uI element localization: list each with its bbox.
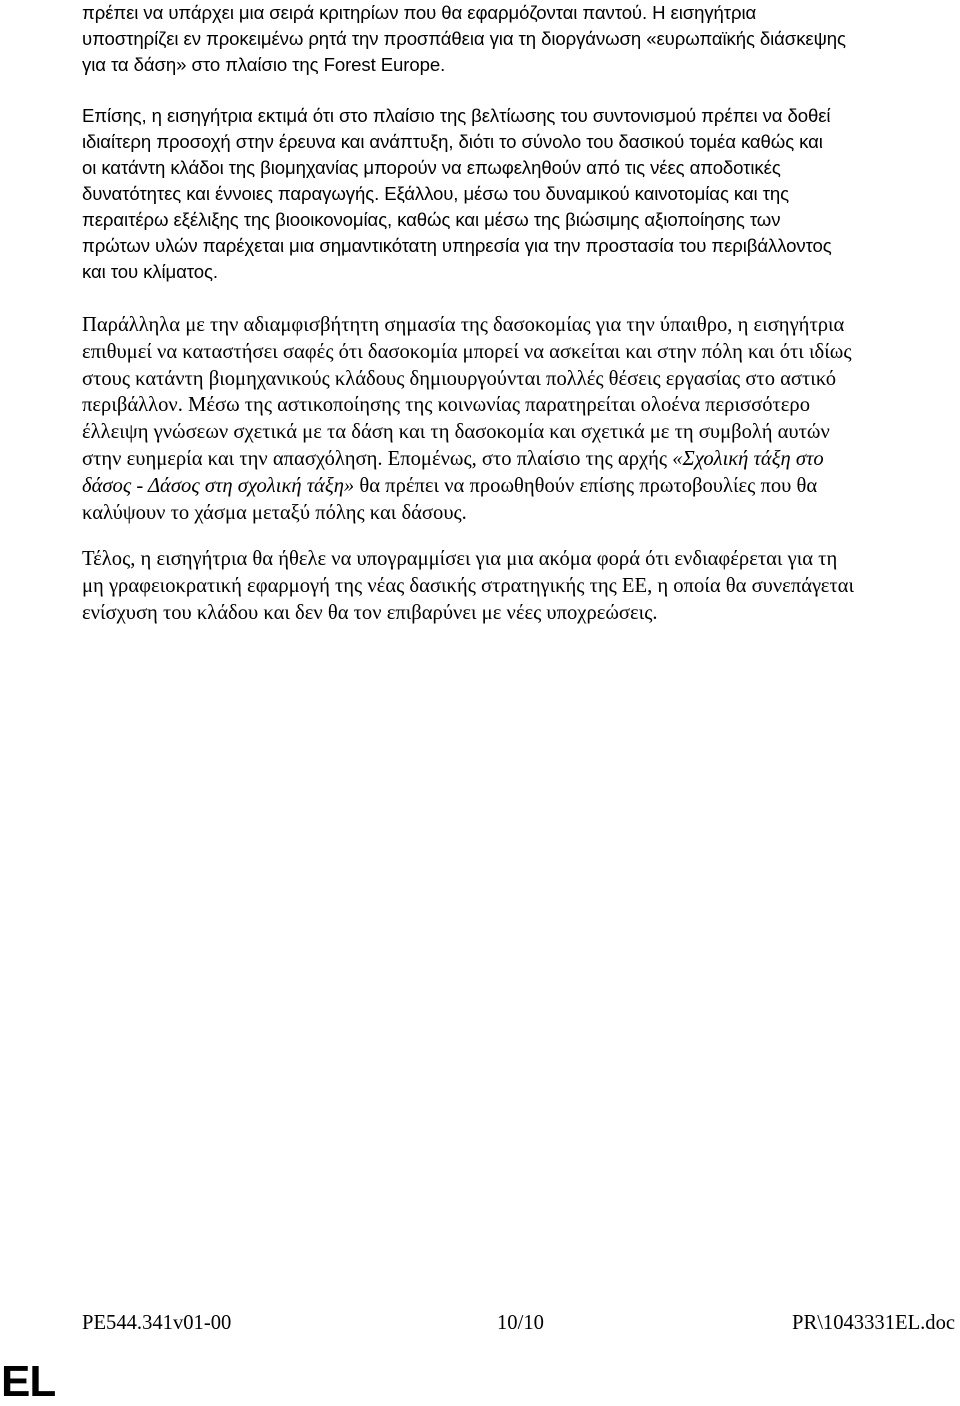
paragraph-line: καλύψουν το χάσμα μεταξύ πόλης και δάσους.: [82, 501, 467, 524]
language-code: EL: [1, 1357, 56, 1406]
paragraph-line: ιδιαίτερη προσοχή στην έρευνα και ανάπτυξη, διότι το σύνολο του δασικού τομέα καθώς και: [82, 131, 823, 152]
paragraph-research-development: [82, 103, 960, 285]
paragraph-line-mixed: [82, 446, 960, 473]
text-run: θα πρέπει να προωθηθούν επίσης πρωτοβουλίες που θα: [354, 474, 818, 497]
paragraph-line: Παράλληλα με την αδιαμφισβήτητη σημασία της δασοκομίας για την ύπαιθρο, η εισηγήτρια: [82, 314, 845, 336]
paragraph-line: μη γραφειοκρατική εφαρμογή της νέας δασικής στρατηγικής της ΕΕ, η οποία θα συνεπάγεται: [82, 574, 855, 597]
paragraph-line: υποστηρίζει εν προκειμένω ρητά την προσπάθεια για τη διοργάνωση «ευρωπαϊκής διάσκεψης: [82, 28, 846, 49]
footer-page-number: 10/10: [497, 1312, 544, 1334]
italic-initiative-title: «Σχολική τάξη στο: [672, 447, 824, 470]
text-run: στην ευημερία και την απασχόληση. Επομένως, στο πλαίσιο της αρχής: [82, 447, 673, 470]
italic-initiative-title: δάσος - Δάσος στη σχολική τάξη»: [82, 474, 355, 497]
paragraph-line: οι κατάντη κλάδοι της βιομηχανίας μπορούν να επωφεληθούν από τις νέες αποδοτικές: [82, 157, 781, 178]
footer-file-reference: PR\1043331EL.doc: [792, 1312, 956, 1334]
paragraph-line: πρέπει να υπάρχει μια σειρά κριτηρίων που θα εφαρμόζονται παντού. Η εισηγήτρια: [82, 2, 757, 23]
paragraph-line: Τέλος, η εισηγήτρια θα ήθελε να υπογραμμίσει για μια ακόμα φορά ότι ενδιαφέρεται για τη: [82, 548, 838, 570]
footer-doc-reference: PE544.341v01-00: [82, 1312, 232, 1334]
paragraph-line: επιθυμεί να καταστήσει σαφές ότι δασοκομία μπορεί να ασκείται και στην πόλη και ότι ιδίως: [82, 340, 852, 363]
paragraph-line-mixed: [82, 473, 960, 500]
paragraph-line: πρώτων υλών παρέχεται μια σημαντικότατη υπηρεσία για την προστασία του περιβάλλοντος: [82, 235, 832, 256]
paragraph-line: περιβάλλον. Μέσω της αστικοποίησης της κοινωνίας παρατηρείται ολοένα περισσότερο: [82, 394, 811, 417]
paragraph-line: περαιτέρω εξέλιξης της βιοοικονομίας, καθώς και μέσω της βιώσιμης αξιοποίησης των: [82, 209, 781, 230]
paragraph-line: έλλειψη γνώσεων σχετικά με τα δάση και τη δασοκομία και σχετικά με τη συμβολή αυτών: [82, 421, 830, 444]
paragraph-criteria-forest-europe: [82, 0, 960, 78]
paragraph-line: στους κατάντη βιομηχανικούς κλάδους δημιουργούνται πολλές θέσεις εργασίας στο αστικό: [82, 367, 837, 390]
paragraph-line: για τα δάση» στο πλαίσιο της Forest Europe.: [82, 54, 446, 75]
paragraph-urban-forestry: [82, 312, 960, 526]
paragraph-conclusion: [82, 546, 960, 626]
paragraph-line: και του κλίματος.: [82, 261, 218, 282]
paragraph-line: ενίσχυση του κλάδου και δεν θα τον επιβαρύνει με νέες υποχρεώσεις.: [82, 601, 658, 624]
paragraph-line: Επίσης, η εισηγήτρια εκτιμά ότι στο πλαίσιο της βελτίωσης του συντονισμού πρέπει να δοθεί: [82, 105, 831, 126]
paragraph-line: δυνατότητες και έννοιες παραγωγής. Εξάλλου, μέσω του δυναμικού καινοτομίας και της: [82, 183, 789, 204]
